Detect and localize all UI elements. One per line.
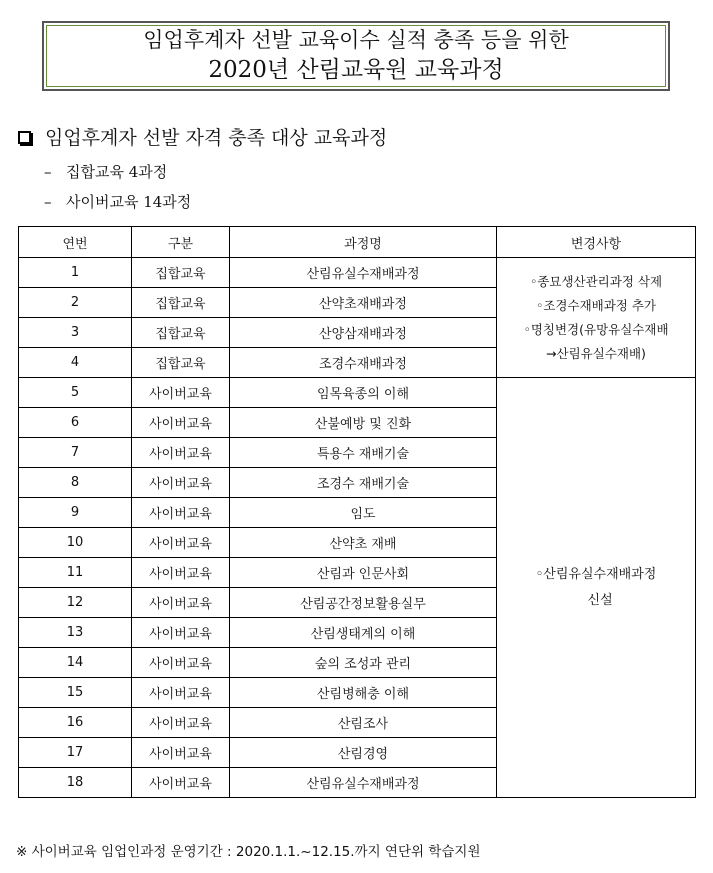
row-type: 사이버교육 [132, 588, 230, 618]
row-type: 사이버교육 [132, 438, 230, 468]
row-course-name: 산림유실수재배과정 [230, 768, 497, 798]
bullet-item [44, 191, 191, 212]
row-number: 7 [19, 438, 132, 468]
row-number: 8 [19, 468, 132, 498]
row-number: 13 [19, 618, 132, 648]
row-number: 15 [19, 678, 132, 708]
row-type: 사이버교육 [132, 768, 230, 798]
table-body [19, 258, 696, 798]
row-course-name: 조경수재배과정 [230, 348, 497, 378]
col-header-changes: 변경사항 [497, 227, 696, 258]
bullet-text: 집합교육 4과정 [66, 163, 168, 181]
row-course-name: 특용수 재배기술 [230, 438, 497, 468]
row-number: 17 [19, 738, 132, 768]
row-number: 12 [19, 588, 132, 618]
row-course-name: 산림조사 [230, 708, 497, 738]
row-type: 사이버교육 [132, 408, 230, 438]
row-course-name: 산림병해충 이해 [230, 678, 497, 708]
changes-cell-group1 [497, 258, 696, 378]
row-course-name: 산림경영 [230, 738, 497, 768]
row-type: 집합교육 [132, 258, 230, 288]
footnote: ※ 사이버교육 임업인과정 운영기간 : 2020.1.1.~12.15.까지 연단위 학습지원 [16, 844, 481, 860]
row-course-name: 산약초 재배 [230, 528, 497, 558]
row-number: 9 [19, 498, 132, 528]
table-row [19, 258, 696, 288]
change-note: ◦명칭변경(유망유실수재배 [523, 321, 669, 337]
square-bullet-icon [18, 131, 31, 144]
bullet-text: 사이버교육 14과정 [66, 193, 192, 211]
row-type: 사이버교육 [132, 708, 230, 738]
col-header-no: 연번 [19, 227, 132, 258]
row-course-name: 임목육종의 이해 [230, 378, 497, 408]
row-type: 사이버교육 [132, 498, 230, 528]
table-header-row [19, 227, 696, 258]
row-course-name: 조경수 재배기술 [230, 468, 497, 498]
row-course-name: 숲의 조성과 관리 [230, 648, 497, 678]
row-number: 2 [19, 288, 132, 318]
row-type: 사이버교육 [132, 678, 230, 708]
row-number: 5 [19, 378, 132, 408]
section-heading [18, 123, 387, 150]
row-type: 사이버교육 [132, 558, 230, 588]
change-note: 신설 [579, 592, 613, 608]
row-number: 4 [19, 348, 132, 378]
col-header-name: 과정명 [230, 227, 497, 258]
title-box [42, 21, 670, 91]
title-line-2: 2020년 산림교육원 교육과정 [208, 57, 504, 83]
row-course-name: 산림공간정보활용실무 [230, 588, 497, 618]
row-type: 사이버교육 [132, 738, 230, 768]
row-type: 사이버교육 [132, 468, 230, 498]
row-number: 1 [19, 258, 132, 288]
row-number: 10 [19, 528, 132, 558]
row-course-name: 임도 [230, 498, 497, 528]
row-course-name: 산림생태계의 이해 [230, 618, 497, 648]
row-number: 14 [19, 648, 132, 678]
course-table [18, 226, 696, 798]
changes-cell-group2 [497, 378, 696, 798]
row-course-name: 산림과 인문사회 [230, 558, 497, 588]
change-note: ◦종묘생산관리과정 삭제 [529, 273, 663, 289]
row-number: 3 [19, 318, 132, 348]
row-type: 사이버교육 [132, 528, 230, 558]
row-number: 11 [19, 558, 132, 588]
row-number: 18 [19, 768, 132, 798]
row-type: 사이버교육 [132, 378, 230, 408]
dash-icon: – [44, 163, 52, 181]
title-line-1: 임업후계자 선발 교육이수 실적 충족 등을 위한 [143, 28, 569, 52]
row-course-name: 산약초재배과정 [230, 288, 497, 318]
dash-icon: – [44, 193, 52, 211]
section-heading-text: 임업후계자 선발 자격 충족 대상 교육과정 [45, 127, 388, 149]
bullet-item [44, 161, 167, 182]
row-number: 16 [19, 708, 132, 738]
row-type: 집합교육 [132, 288, 230, 318]
table-row [19, 378, 696, 408]
row-type: 집합교육 [132, 318, 230, 348]
row-course-name: 산양삼재배과정 [230, 318, 497, 348]
row-type: 사이버교육 [132, 618, 230, 648]
change-note: →산림유실수재배) [546, 345, 646, 361]
row-course-name: 산불예방 및 진화 [230, 408, 497, 438]
row-type: 사이버교육 [132, 648, 230, 678]
col-header-type: 구분 [132, 227, 230, 258]
change-note: ◦조경수재배과정 추가 [535, 297, 657, 313]
row-type: 집합교육 [132, 348, 230, 378]
row-number: 6 [19, 408, 132, 438]
row-course-name: 산림유실수재배과정 [230, 258, 497, 288]
change-note: ◦산림유실수재배과정 [535, 566, 657, 582]
